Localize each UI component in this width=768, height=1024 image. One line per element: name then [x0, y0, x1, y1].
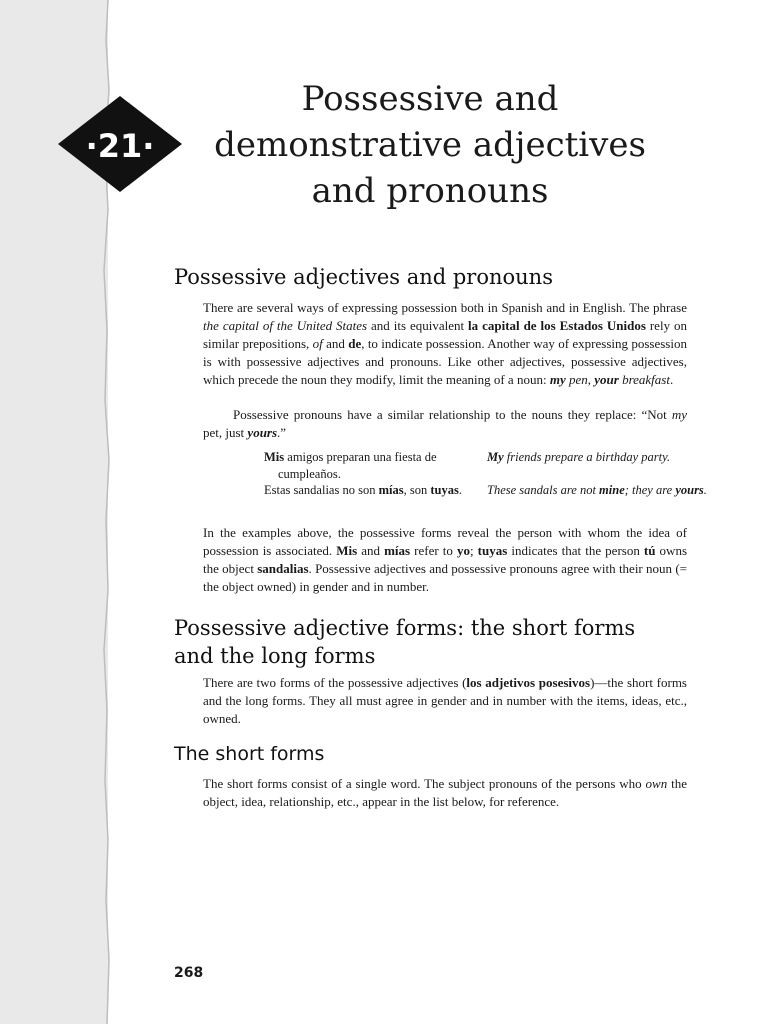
chapter-number-badge — [58, 96, 182, 192]
section-heading: Possessive adjectives and pronouns — [174, 265, 553, 289]
body-paragraph: Possessive pronouns have a similar relationship to the nouns they replace: “Not my pet, just yours.” — [203, 407, 687, 440]
subsection-heading: The short forms — [174, 743, 325, 765]
example-english: My friends prepare a birthday party. — [487, 450, 671, 464]
example-english: These sandals are not mine; they are yours. — [487, 483, 707, 497]
page-number: 268 — [174, 965, 204, 981]
body-paragraph: The short forms consist of a single word. The subject pronouns of the persons who own the object, idea, relationship, etc., appear in the list below, for reference. — [203, 776, 687, 809]
body-paragraph: There are several ways of expressing possession both in Spanish and in English. The phrase the capital of the United States and its equivalent la capital de los Estados Unidos rely on similar prepositions, of and de, to indicate possession. Another way of expressing possession is with possessive adjectives and pronouns. Like other adjectives, possessive adjectives, which precede the noun they modify, limit the meaning of a noun: my pen, your breakfast. — [203, 300, 688, 387]
section-heading-line: Possessive adjective forms: the short forms — [174, 616, 636, 640]
chapter-title-line: demonstrative adjectives — [214, 125, 646, 165]
chapter-title-line: Possessive and — [301, 79, 559, 119]
body-paragraph: In the examples above, the possessive forms reveal the person with whom the idea of possession is associated. Mis and mías refer to yo; tuyas indicates that the person tú owns the object sandalias. Possessive adjectives and possessive pronouns agree with their noun (= the object owned) in gender and in number. — [203, 525, 688, 594]
chapter-number: ·21· — [85, 127, 155, 165]
section-heading-line: and the long forms — [174, 644, 376, 668]
example-spanish: Mis amigos preparan una fiesta de cumpleaños. — [264, 450, 437, 481]
example-spanish: Estas sandalias no son mías, son tuyas. — [264, 483, 462, 497]
section-heading — [174, 614, 635, 670]
chapter-title-line: and pronouns — [311, 171, 549, 211]
body-paragraph: There are two forms of the possessive adjectives (los adjetivos posesivos)—the short forms and the long forms. They all must agree in gender and in number with the items, ideas, etc., owned. — [203, 675, 687, 726]
chapter-title — [180, 76, 680, 214]
